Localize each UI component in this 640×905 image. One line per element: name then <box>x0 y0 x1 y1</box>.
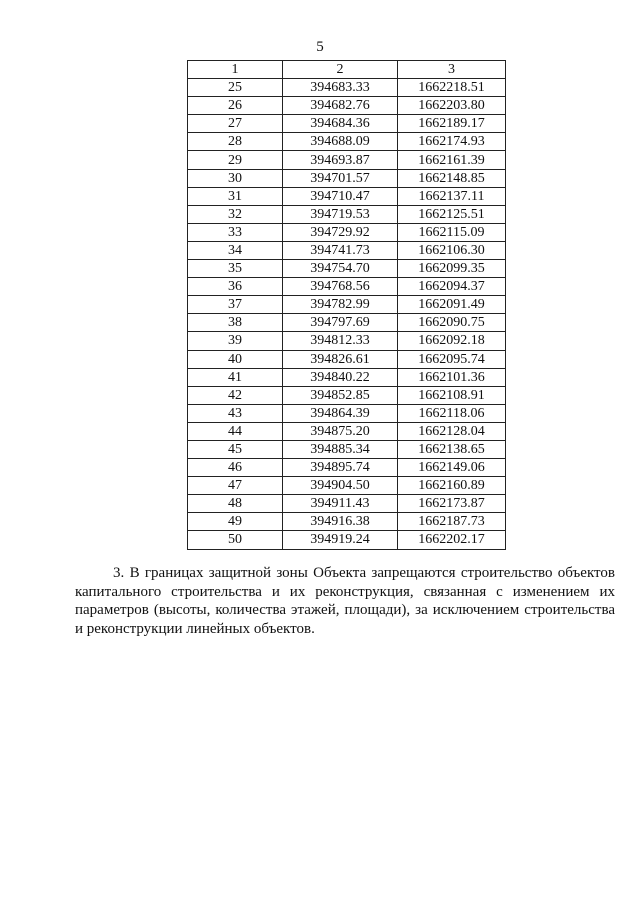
cell-y-coordinate: 1662202.17 <box>398 531 506 549</box>
table-row <box>188 350 506 368</box>
table-row <box>188 477 506 495</box>
cell-x-coordinate: 394754.70 <box>283 260 398 278</box>
cell-y-coordinate: 1662187.73 <box>398 513 506 531</box>
cell-y-coordinate: 1662137.11 <box>398 187 506 205</box>
cell-x-coordinate: 394904.50 <box>283 477 398 495</box>
cell-x-coordinate: 394852.85 <box>283 386 398 404</box>
cell-y-coordinate: 1662138.65 <box>398 440 506 458</box>
cell-x-coordinate: 394688.09 <box>283 133 398 151</box>
cell-x-coordinate: 394782.99 <box>283 296 398 314</box>
cell-y-coordinate: 1662128.04 <box>398 422 506 440</box>
cell-y-coordinate: 1662094.37 <box>398 278 506 296</box>
table-row <box>188 133 506 151</box>
cell-x-coordinate: 394864.39 <box>283 404 398 422</box>
table-row <box>188 332 506 350</box>
cell-point-number: 32 <box>188 205 283 223</box>
column-header-y: 3 <box>398 61 506 79</box>
table-row <box>188 278 506 296</box>
cell-x-coordinate: 394741.73 <box>283 241 398 259</box>
table-row <box>188 495 506 513</box>
table-row <box>188 314 506 332</box>
table-row <box>188 531 506 549</box>
table-row <box>188 115 506 133</box>
cell-x-coordinate: 394911.43 <box>283 495 398 513</box>
table-row <box>188 97 506 115</box>
table-row <box>188 513 506 531</box>
cell-x-coordinate: 394684.36 <box>283 115 398 133</box>
cell-point-number: 41 <box>188 368 283 386</box>
cell-x-coordinate: 394875.20 <box>283 422 398 440</box>
restriction-paragraph: 3. В границах защитной зоны Объекта запрещаются строительство объектов капитального строительства и их реконструкция, связанная с изменением их параметров (высоты, количества этажей, площади), за исключением строительства и реконструкции линейных объектов. <box>75 565 615 637</box>
cell-x-coordinate: 394797.69 <box>283 314 398 332</box>
table-row <box>188 404 506 422</box>
table-row <box>188 368 506 386</box>
cell-x-coordinate: 394682.76 <box>283 97 398 115</box>
column-header-point: 1 <box>188 61 283 79</box>
cell-y-coordinate: 1662173.87 <box>398 495 506 513</box>
table-row <box>188 459 506 477</box>
table-row <box>188 422 506 440</box>
cell-x-coordinate: 394812.33 <box>283 332 398 350</box>
cell-point-number: 42 <box>188 386 283 404</box>
cell-y-coordinate: 1662101.36 <box>398 368 506 386</box>
cell-point-number: 49 <box>188 513 283 531</box>
cell-point-number: 40 <box>188 350 283 368</box>
cell-point-number: 39 <box>188 332 283 350</box>
table-header-row <box>188 61 506 79</box>
table-row <box>188 187 506 205</box>
cell-y-coordinate: 1662149.06 <box>398 459 506 477</box>
cell-x-coordinate: 394916.38 <box>283 513 398 531</box>
cell-x-coordinate: 394701.57 <box>283 169 398 187</box>
table-row <box>188 386 506 404</box>
table-row <box>188 205 506 223</box>
column-header-x: 2 <box>283 61 398 79</box>
cell-point-number: 35 <box>188 260 283 278</box>
cell-y-coordinate: 1662148.85 <box>398 169 506 187</box>
cell-y-coordinate: 1662099.35 <box>398 260 506 278</box>
cell-y-coordinate: 1662118.06 <box>398 404 506 422</box>
cell-point-number: 38 <box>188 314 283 332</box>
table-row <box>188 223 506 241</box>
coordinates-table <box>187 60 506 550</box>
cell-y-coordinate: 1662106.30 <box>398 241 506 259</box>
cell-point-number: 37 <box>188 296 283 314</box>
cell-point-number: 26 <box>188 97 283 115</box>
cell-x-coordinate: 394826.61 <box>283 350 398 368</box>
cell-point-number: 44 <box>188 422 283 440</box>
table-row <box>188 79 506 97</box>
cell-y-coordinate: 1662115.09 <box>398 223 506 241</box>
table-row <box>188 440 506 458</box>
cell-y-coordinate: 1662092.18 <box>398 332 506 350</box>
cell-x-coordinate: 394729.92 <box>283 223 398 241</box>
cell-point-number: 48 <box>188 495 283 513</box>
cell-y-coordinate: 1662174.93 <box>398 133 506 151</box>
cell-y-coordinate: 1662095.74 <box>398 350 506 368</box>
table-row <box>188 169 506 187</box>
cell-point-number: 36 <box>188 278 283 296</box>
cell-y-coordinate: 1662091.49 <box>398 296 506 314</box>
cell-point-number: 28 <box>188 133 283 151</box>
cell-x-coordinate: 394885.34 <box>283 440 398 458</box>
table-row <box>188 241 506 259</box>
cell-x-coordinate: 394840.22 <box>283 368 398 386</box>
cell-x-coordinate: 394719.53 <box>283 205 398 223</box>
cell-x-coordinate: 394895.74 <box>283 459 398 477</box>
cell-point-number: 43 <box>188 404 283 422</box>
table-row <box>188 260 506 278</box>
cell-y-coordinate: 1662108.91 <box>398 386 506 404</box>
cell-y-coordinate: 1662125.51 <box>398 205 506 223</box>
cell-point-number: 33 <box>188 223 283 241</box>
cell-point-number: 50 <box>188 531 283 549</box>
page-number: 5 <box>316 39 324 55</box>
cell-y-coordinate: 1662161.39 <box>398 151 506 169</box>
cell-point-number: 45 <box>188 440 283 458</box>
cell-point-number: 31 <box>188 187 283 205</box>
cell-y-coordinate: 1662189.17 <box>398 115 506 133</box>
cell-point-number: 47 <box>188 477 283 495</box>
cell-point-number: 27 <box>188 115 283 133</box>
table-body <box>188 79 506 549</box>
cell-y-coordinate: 1662218.51 <box>398 79 506 97</box>
cell-point-number: 34 <box>188 241 283 259</box>
cell-x-coordinate: 394683.33 <box>283 79 398 97</box>
cell-x-coordinate: 394919.24 <box>283 531 398 549</box>
cell-point-number: 30 <box>188 169 283 187</box>
cell-x-coordinate: 394693.87 <box>283 151 398 169</box>
cell-y-coordinate: 1662203.80 <box>398 97 506 115</box>
table-row <box>188 151 506 169</box>
cell-point-number: 29 <box>188 151 283 169</box>
cell-y-coordinate: 1662090.75 <box>398 314 506 332</box>
cell-point-number: 46 <box>188 459 283 477</box>
cell-x-coordinate: 394710.47 <box>283 187 398 205</box>
table-row <box>188 296 506 314</box>
cell-x-coordinate: 394768.56 <box>283 278 398 296</box>
cell-point-number: 25 <box>188 79 283 97</box>
cell-y-coordinate: 1662160.89 <box>398 477 506 495</box>
